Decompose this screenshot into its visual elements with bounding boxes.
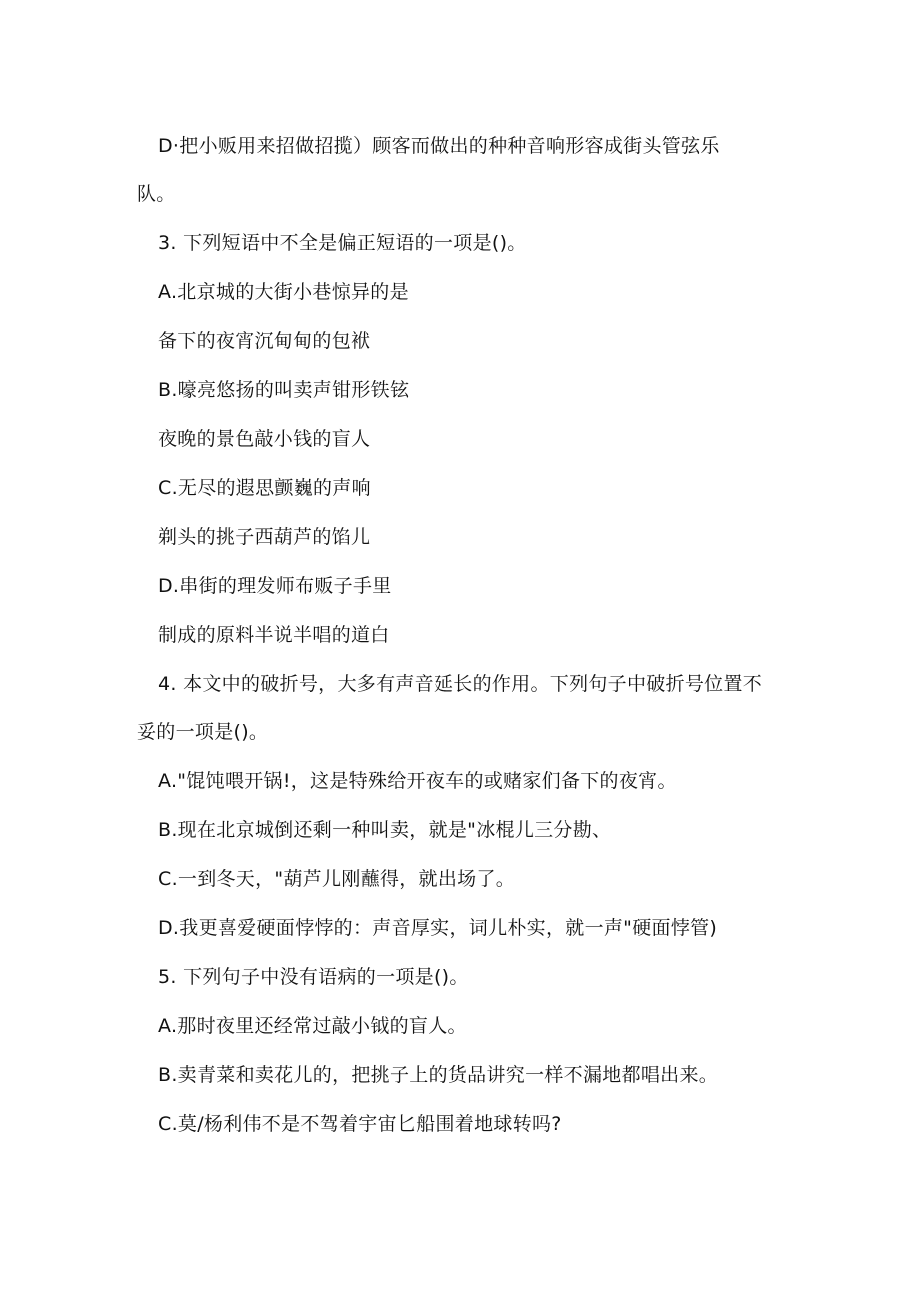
- option-line: C.无尽的遐思颤巍的声响: [158, 477, 371, 499]
- option-line: 备下的夜宵沉甸甸的包袱: [158, 330, 371, 352]
- option-line: C.莫/杨利伟不是不驾着宇宙匕船围着地球转吗?: [158, 1113, 562, 1135]
- question-5-stem: 5. 下列句子中没有语病的一项是()。: [158, 966, 469, 988]
- option-line: B.卖青菜和卖花儿的，把挑子上的货品讲究一样不漏地都唱出来。: [158, 1064, 719, 1086]
- option-line: B.现在北京城倒还剩一种叫卖，就是"冰棍儿三分勘、: [158, 819, 612, 841]
- option-line: 制成的原料半说半唱的道白: [158, 624, 390, 646]
- question-3-stem: 3. 下列短语中不全是偏正短语的一项是()。: [158, 232, 527, 254]
- option-line: A.那时夜里还经常过敲小钺的盲人。: [158, 1015, 467, 1037]
- option-line: D.我更喜爱硬面悖悖的：声音厚实，词儿朴实，就一声"硬面悖管): [158, 917, 718, 939]
- question-4-stem: 4. 本文中的破折号，大多有声音延长的作用。下列句子中破折号位置不: [158, 673, 763, 695]
- question-4-stem-cont: 妥的一项是()。: [137, 721, 269, 743]
- option-line: 夜晚的景色敲小钱的盲人: [158, 428, 371, 450]
- option-line: 剃头的挑子西葫芦的馅儿: [158, 526, 371, 548]
- option-line: D.串街的理发师布贩子手里: [158, 575, 392, 597]
- option-line: A.北京城的大街小巷惊异的是: [158, 281, 409, 303]
- option-line: B.嚎亮悠扬的叫卖声钳形铁铉: [158, 379, 410, 401]
- paragraph-line: D·把小贩用来招做招揽）顾客而做出的种种音响形容成街头管弦乐: [158, 135, 720, 157]
- option-line: C.一到冬天，"葫芦儿刚蘸得，就出场了。: [158, 868, 516, 890]
- option-line: A."馄饨喂开锅!，这是特殊给开夜车的或赌家们备下的夜宵。: [158, 770, 677, 792]
- paragraph-line: 队。: [137, 183, 176, 205]
